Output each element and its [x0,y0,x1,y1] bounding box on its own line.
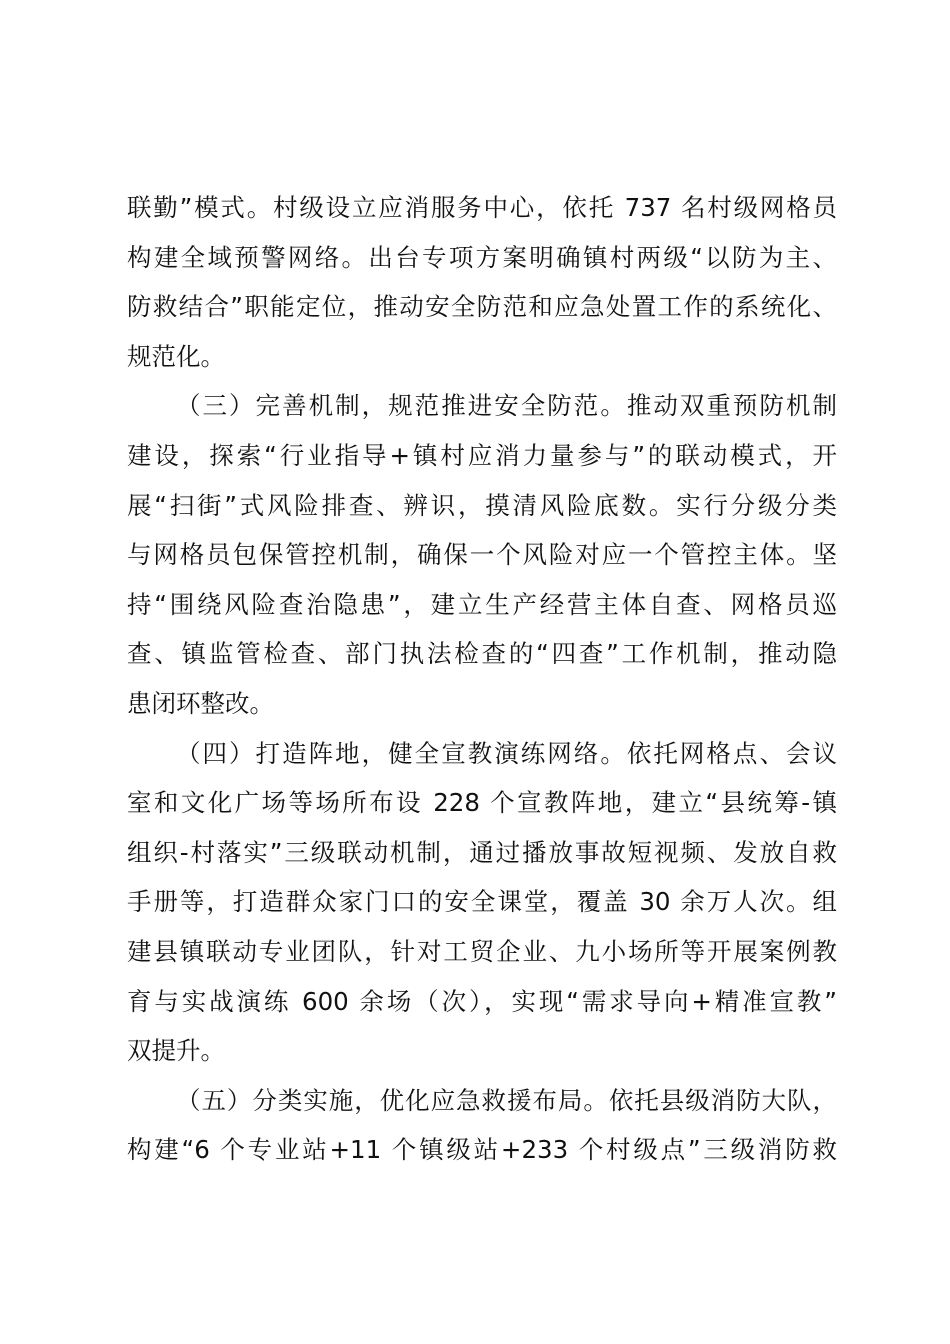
text-line: 建县镇联动专业团队，针对工贸企业、九小场所等开展案例教 [127,936,837,966]
text-line: 室和文化广场等场所布设 228 个宣教阵地，建立“县统筹-镇 [127,788,837,818]
text-line: （三）完善机制，规范推进安全防范。推动双重预防机制 [176,391,837,421]
text-line: （四）打造阵地，健全宣教演练网络。依托网格点、会议 [176,738,837,768]
text-line: 双提升。 [127,1036,225,1066]
text-line: 构建“6 个专业站+11 个镇级站+233 个村级点”三级消防救 [127,1135,837,1165]
text-line: 展“扫街”式风险排查、辨识，摸清风险底数。实行分级分类 [127,490,837,520]
text-line: 建设，探索“行业指导+镇村应消力量参与”的联动模式，开 [127,440,837,470]
text-line: 联勤”模式。村级设立应消服务中心，依托 737 名村级网格员 [127,193,837,222]
paragraph-section-4 [127,729,837,1076]
text-line: （五）分类实施，优化应急救援布局。依托县级消防大队， [176,1085,837,1115]
text-line: 患闭环整改。 [127,688,274,718]
text-line: 育与实战演练 600 余场（次），实现“需求导向+精准宣教” [127,986,837,1016]
paragraph-section-3 [127,381,837,728]
text-line: 查、镇监管检查、部门执法检查的“四查”工作机制，推动隐 [127,639,837,669]
text-line: 构建全域预警网络。出台专项方案明确镇村两级“以防为主、 [127,242,837,272]
text-line: 与网格员包保管控机制，确保一个风险对应一个管控主体。坚 [127,540,837,570]
text-line: 手册等，打造群众家门口的安全课堂，覆盖 30 余万人次。组 [127,887,837,917]
text-line: 防救结合”职能定位，推动安全防范和应急处置工作的系统化、 [127,292,837,322]
document-body [127,183,837,1175]
text-line: 组织-村落实”三级联动机制，通过播放事故短视频、发放自救 [127,837,837,867]
paragraph-continuation [127,183,837,381]
text-line: 规范化。 [127,341,225,371]
paragraph-section-5 [127,1076,837,1175]
text-line: 持“围绕风险查治隐患”，建立生产经营主体自查、网格员巡 [127,589,837,619]
